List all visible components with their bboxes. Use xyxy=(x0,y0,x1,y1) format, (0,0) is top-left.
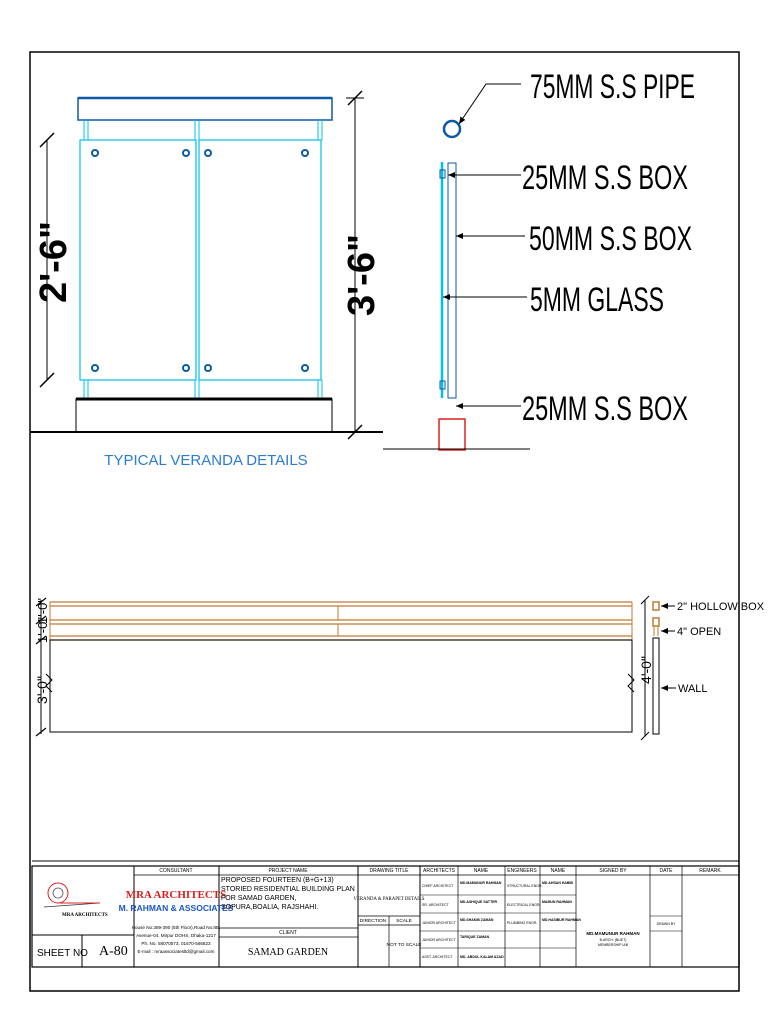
signed-by-header: SIGNED BY xyxy=(599,868,627,874)
title-block xyxy=(32,861,739,967)
glass-fitting xyxy=(92,150,98,156)
drawing-title: VERANDA & PARAPET DETAILS xyxy=(353,897,425,902)
architects-header: ARCHITECTS xyxy=(423,868,455,874)
glass-fitting xyxy=(302,150,308,156)
base-curb xyxy=(76,399,332,432)
dim-side-height: 4'-0" xyxy=(638,656,654,684)
eng-name: MAMUN RAHMAN xyxy=(542,900,572,904)
consultant-address-2: Avenue-04, Mirpur DOHS, Dhaka-1217 xyxy=(136,933,216,938)
arch-name: MD.MAMUNUR RAHMAN xyxy=(460,881,502,885)
glass-fitting xyxy=(302,365,308,371)
logo-text: MRA ARCHITECTS xyxy=(62,913,108,918)
glass-fitting xyxy=(205,150,211,156)
parapet-elevation xyxy=(34,596,765,740)
arch-name: TARIQUE ZAMAN xyxy=(460,935,490,939)
veranda-section xyxy=(383,68,695,450)
arch-role: SR. ARCHITECT xyxy=(422,903,449,907)
eng-role: ELECTRICAL ENGR. xyxy=(507,903,541,907)
dim-rail-top: 1'-0" xyxy=(35,598,50,624)
eng-name: MD.AHSAN HABIB xyxy=(542,881,573,885)
scale-label: SCALE xyxy=(396,919,412,924)
label-open: 4" OPEN xyxy=(677,626,722,638)
dim-rail-open: 1'-0" xyxy=(35,617,50,643)
consultant-name: MRA ARCHITECTS xyxy=(125,889,227,901)
company-logo xyxy=(44,883,108,918)
label-box-25-bottom: 25MM S.S BOX xyxy=(522,390,688,428)
engineers-header: ENGINEERS xyxy=(507,868,537,874)
sheet-number: A-80 xyxy=(99,944,128,959)
arch-role: JUNIOR ARCHITECT xyxy=(422,921,456,925)
consultant-label: CONSULTANT xyxy=(159,868,193,874)
veranda-elevation xyxy=(30,91,383,469)
eng-name-header: NAME xyxy=(550,868,566,874)
client-label: CLIENT xyxy=(279,930,297,936)
signer-name: MD.MAMUNUR RAHMAN xyxy=(586,931,640,936)
side-wall xyxy=(653,638,659,734)
label-box-50: 50MM S.S BOX xyxy=(529,220,692,258)
arch-role: CHIEF ARCHITECT xyxy=(422,884,454,888)
glass-fitting xyxy=(92,365,98,371)
label-wall: WALL xyxy=(678,683,708,695)
consultant-sub: M. RAHMAN & ASSOCIATES xyxy=(118,903,234,913)
post-50mm xyxy=(448,163,456,398)
eng-role: STRUCTURAL ENGR. xyxy=(507,884,543,888)
signer-degree: B.ARCH. (BUET) xyxy=(599,938,627,942)
glass-fitting xyxy=(183,365,189,371)
glass-fitting xyxy=(183,150,189,156)
dim-total-height: 3'-6" xyxy=(341,234,383,316)
eng-role: PLUMBING ENGR. xyxy=(507,921,538,925)
label-hollow-box: 2" HOLLOW BOX xyxy=(677,601,765,613)
arch-name-header: NAME xyxy=(473,868,489,874)
arch-role: ASST. ARCHITECT xyxy=(422,955,453,959)
scale-value: NOT TO SCALE xyxy=(386,943,422,948)
label-box-25-top: 25MM S.S BOX xyxy=(522,159,688,197)
project-name: PROPOSED FOURTEEN (B+G+13) STORIED RESIDENTIAL BUILDING PLAN FOR SAMAD GARDEN, SOPURA,BOALIA, RAJSHAHI. xyxy=(221,877,355,911)
detail-title: TYPICAL VERANDA DETAILS xyxy=(104,452,308,469)
glass-panel-right xyxy=(199,140,321,380)
side-hollow-box xyxy=(653,618,659,626)
parapet-wall xyxy=(50,640,632,732)
drawing-title-label: DRAWING TITLE xyxy=(369,868,409,874)
arch-name: MD. ABDUL KALAM AZAD xyxy=(460,955,504,959)
remark-header: REMARK xyxy=(699,868,721,874)
glass-fitting xyxy=(205,365,211,371)
top-rail xyxy=(78,98,332,120)
pipe-75mm xyxy=(444,121,460,137)
project-label: PROJECT NAME xyxy=(268,868,308,874)
direction-label: DIRECTION xyxy=(359,919,387,924)
arch-name: MD.ASHIQUE SATTER xyxy=(460,900,498,904)
arch-name: MD.SHAKIB ZAMAN xyxy=(460,918,494,922)
arch-role: JUNIOR ARCHITECT xyxy=(422,938,456,942)
consultant-email: E-mail : mraassociatesltd@gmail.com xyxy=(137,949,215,954)
label-pipe: 75MM S.S PIPE xyxy=(530,68,695,106)
glass-panel-left xyxy=(80,140,196,380)
drawn-by-label: DRAWN BY xyxy=(656,922,676,926)
consultant-phone: Ph. No. 58070573, 01670-566823 xyxy=(141,941,211,946)
signer-membership: MEMBERSHIP IAB xyxy=(597,943,629,947)
consultant-address-1: House No.389-390 (5th Floor),Road No.8E, xyxy=(131,925,221,930)
eng-name: MD.HASIBUR RAHMAN xyxy=(542,918,581,922)
client-name: SAMAD GARDEN xyxy=(247,947,329,958)
base-block xyxy=(439,419,465,450)
date-header: DATE xyxy=(659,868,673,874)
dim-wall: 3'-0" xyxy=(34,676,50,704)
dim-glass-height: 2'-6" xyxy=(33,221,75,303)
label-glass: 5MM GLASS xyxy=(530,281,664,319)
sheet-no-label: SHEET NO xyxy=(37,948,88,959)
side-hollow-box xyxy=(653,602,659,610)
